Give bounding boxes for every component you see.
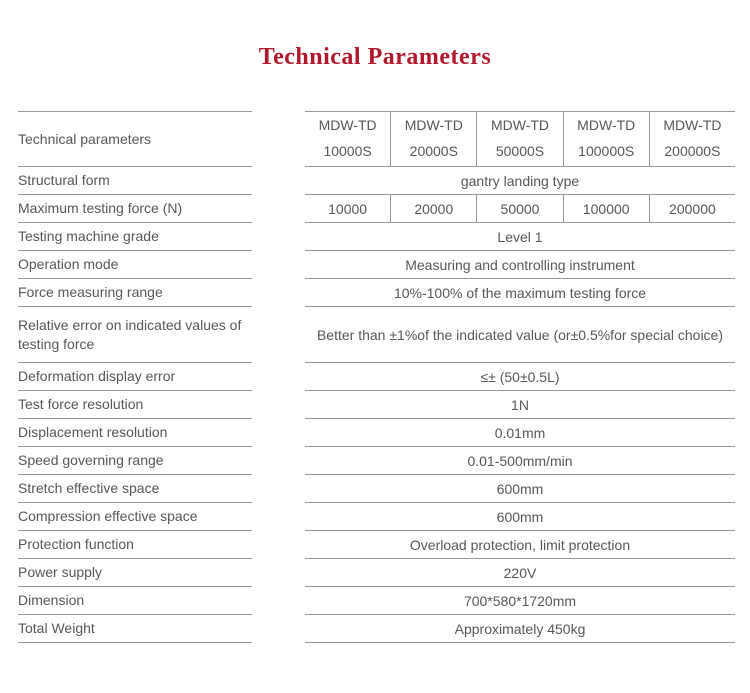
model-series: MDW-TD <box>663 117 722 134</box>
row-value: ≤± (50±0.5L) <box>305 363 735 391</box>
row-value: 0.01mm <box>305 419 735 447</box>
table-row <box>18 447 735 475</box>
row-value: Level 1 <box>305 223 735 251</box>
column-gap <box>252 447 305 475</box>
table-row <box>18 167 735 195</box>
model-code: 10000S <box>323 143 372 159</box>
table-header-row <box>18 111 735 167</box>
table-row <box>18 279 735 307</box>
row-value: gantry landing type <box>305 167 735 195</box>
row-value: Better than ±1%of the indicated value (or±0.5%for special choice) <box>305 307 735 363</box>
model-series: MDW-TD <box>318 117 377 134</box>
table-row <box>18 503 735 531</box>
row-value: 600mm <box>305 475 735 503</box>
row-value: 700*580*1720mm <box>305 587 735 615</box>
row-label: Deformation display error <box>18 363 252 391</box>
column-gap <box>252 419 305 447</box>
row-label: Testing machine grade <box>18 223 252 251</box>
row-label: Maximum testing force (N) <box>18 195 252 223</box>
table-row <box>18 251 735 279</box>
row-label: Test force resolution <box>18 391 252 419</box>
table-row <box>18 587 735 615</box>
table-row <box>18 615 735 643</box>
model-series: MDW-TD <box>490 117 550 134</box>
column-gap <box>252 251 305 279</box>
column-gap <box>252 587 305 615</box>
row-value: 220V <box>305 559 735 587</box>
force-value: 100000 <box>563 195 649 222</box>
row-value: Overload protection, limit protection <box>305 531 735 559</box>
column-gap <box>252 503 305 531</box>
row-label: Dimension <box>18 587 252 615</box>
column-gap <box>252 559 305 587</box>
model-code: 100000S <box>578 143 635 159</box>
corner-label: Technical parameters <box>18 111 252 167</box>
row-label: Compression effective space <box>18 503 252 531</box>
column-gap <box>252 363 305 391</box>
row-label: Total Weight <box>18 615 252 643</box>
page-title: Technical Parameters <box>258 44 492 70</box>
table-row <box>18 391 735 419</box>
model-code: 200000S <box>664 143 721 159</box>
table-row <box>18 475 735 503</box>
force-value: 20000 <box>390 195 476 222</box>
column-gap <box>252 111 305 167</box>
model-header <box>390 112 476 166</box>
column-gap <box>252 307 305 363</box>
table-row <box>18 559 735 587</box>
row-label: Stretch effective space <box>18 475 252 503</box>
row-label: Operation mode <box>18 251 252 279</box>
table-row <box>18 223 735 251</box>
column-gap <box>252 279 305 307</box>
model-series: MDW-TD <box>404 117 463 134</box>
column-gap <box>252 391 305 419</box>
column-gap <box>252 223 305 251</box>
row-value: 1N <box>305 391 735 419</box>
table-row <box>18 363 735 391</box>
model-header <box>563 112 649 166</box>
row-value: Measuring and controlling instrument <box>305 251 735 279</box>
force-value: 200000 <box>649 195 735 222</box>
model-series: MDW-TD <box>577 117 636 134</box>
table-row <box>18 419 735 447</box>
column-gap <box>252 615 305 643</box>
column-gap <box>252 195 305 223</box>
force-value: 50000 <box>476 195 562 222</box>
model-header <box>476 112 562 166</box>
row-label: Structural form <box>18 167 252 195</box>
row-label: Power supply <box>18 559 252 587</box>
column-gap <box>252 531 305 559</box>
row-label: Protection function <box>18 531 252 559</box>
row-value: 0.01-500mm/min <box>305 447 735 475</box>
column-gap <box>252 167 305 195</box>
model-header-cells <box>305 111 735 167</box>
table-row <box>18 307 735 363</box>
row-label: Force measuring range <box>18 279 252 307</box>
force-value: 10000 <box>328 200 368 217</box>
model-header <box>649 112 735 166</box>
table-row <box>18 531 735 559</box>
column-gap <box>252 475 305 503</box>
model-code: 50000S <box>495 143 545 159</box>
spec-table <box>18 111 735 643</box>
row-label: Displacement resolution <box>18 419 252 447</box>
row-value: 10%-100% of the maximum testing force <box>305 279 735 307</box>
table-row <box>18 195 735 223</box>
row-label: Relative error on indicated values of testing force <box>18 307 252 363</box>
row-value: Approximately 450kg <box>305 615 735 643</box>
model-header <box>305 112 390 166</box>
row-value-cells <box>305 195 735 223</box>
row-label: Speed governing range <box>18 447 252 475</box>
model-code: 20000S <box>409 143 458 159</box>
row-value: 600mm <box>305 503 735 531</box>
